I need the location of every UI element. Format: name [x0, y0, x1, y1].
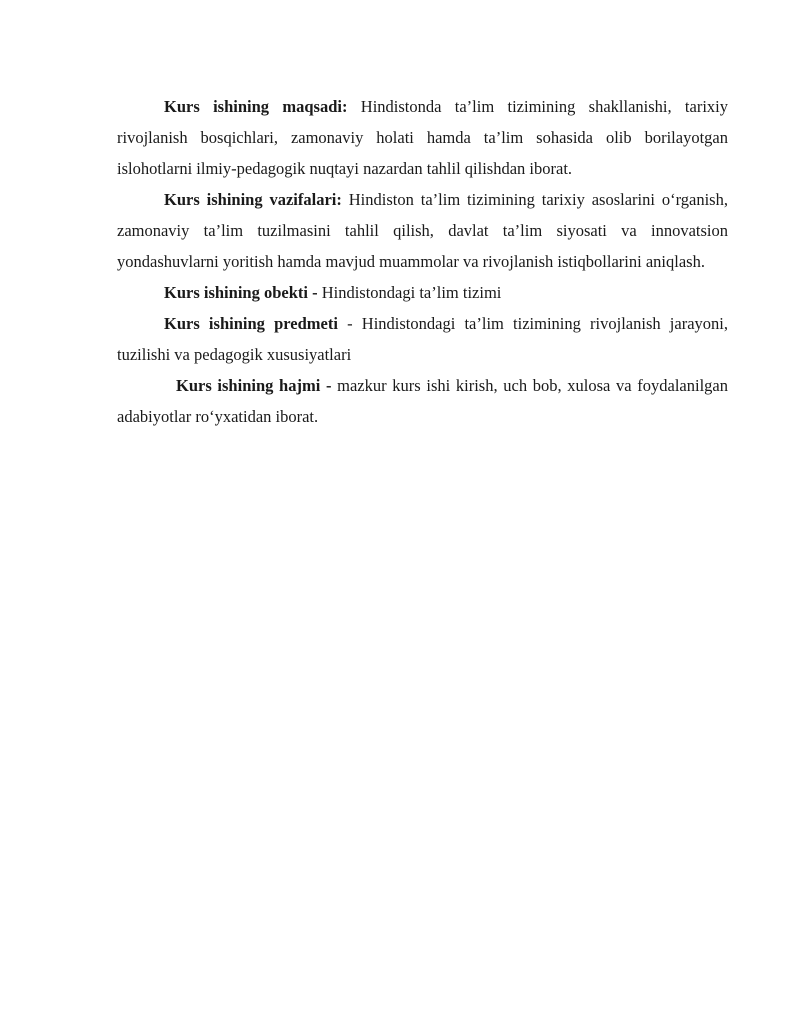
paragraph-subject-text: - Hindistondagi ta’lim tizimining rivojlanish jarayoni, tuzilishi va pedagogik xususiyatlari — [117, 314, 728, 364]
paragraph-volume-label: Kurs ishining hajmi - — [176, 376, 332, 395]
paragraph-volume-text: mazkur kurs ishi kirish, uch bob, xulosa va foydalanilgan adabiyotlar ro‘yxatidan iborat. — [117, 376, 728, 426]
paragraph-subject — [117, 308, 728, 370]
paragraph-tasks — [117, 184, 728, 277]
paragraph-subject-label: Kurs ishining predmeti — [164, 314, 338, 333]
paragraph-object-label: Kurs ishining obekti - — [164, 283, 318, 302]
paragraph-tasks-text: Hindiston ta’lim tizimining tarixiy asoslarini o‘rganish, zamonaviy ta’lim tuzilmasini tahlil qilish, davlat ta’lim siyosati va innovatsion yondashuvlarni yoritish hamda mavjud muammolar va rivojlanish istiqbollarini aniqlash. — [117, 190, 728, 271]
paragraph-goal — [117, 91, 728, 184]
paragraph-volume — [117, 370, 728, 432]
paragraph-object — [117, 277, 728, 308]
document-body — [117, 91, 728, 432]
paragraph-object-text: Hindistondagi ta’lim tizimi — [317, 283, 502, 302]
paragraph-tasks-label: Kurs ishining vazifalari: — [164, 190, 342, 209]
paragraph-goal-text: Hindistonda ta’lim tizimining shakllanishi, tarixiy rivojlanish bosqichlari, zamonaviy holati hamda ta’lim sohasida olib borilayotgan islohotlarni ilmiy-pedagogik nuqtayi nazardan tahlil qilishdan iborat. — [117, 97, 729, 178]
paragraph-goal-label: Kurs ishining maqsadi: — [164, 97, 348, 116]
